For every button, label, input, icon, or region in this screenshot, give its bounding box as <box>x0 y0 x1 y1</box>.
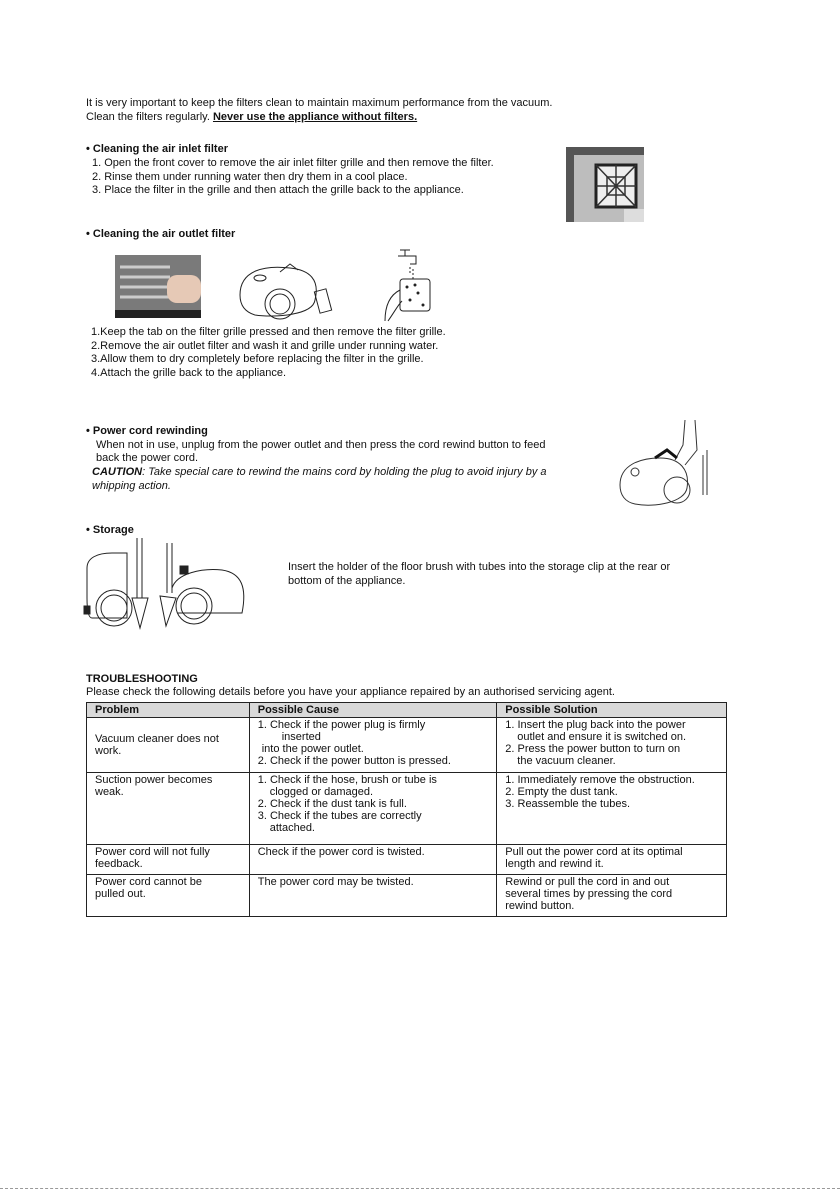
cell-line: into the power outlet. <box>261 743 364 755</box>
outlet-step: 3.Allow them to dry completely before replacing the filter in the grille. <box>91 353 424 365</box>
cell-line: Vacuum cleaner does not <box>95 733 219 745</box>
cause-cell <box>249 718 497 773</box>
cell-line: 3. Check if the tubes are correctly <box>257 810 422 822</box>
solution-cell <box>497 845 727 875</box>
storage-text-2: bottom of the appliance. <box>288 575 406 587</box>
cell-line: 1. Immediately remove the obstruction. <box>505 774 695 786</box>
outlet-grille-photo <box>115 255 201 318</box>
table-row <box>87 875 727 917</box>
cord-text-1: When not in use, unplug from the power outlet and then press the cord rewind button to feed <box>96 439 546 451</box>
cause-cell <box>249 845 497 875</box>
problem-cell <box>87 718 250 773</box>
cell-line: feedback. <box>95 858 143 870</box>
header-problem: Problem <box>87 703 250 718</box>
cell-line: attached. <box>269 822 315 834</box>
warning-text: Never use the appliance without filters. <box>212 111 418 123</box>
rinsing-filter-drawing <box>380 245 435 323</box>
inlet-step: 3. Place the filter in the grille and then attach the grille back to the appliance. <box>92 184 464 196</box>
page-bottom-divider <box>0 1188 840 1189</box>
cell-line: 1. Check if the power plug is firmly <box>257 719 426 731</box>
cell-line: The power cord may be twisted. <box>257 876 414 888</box>
cell-line: 2. Press the power button to turn on <box>505 743 681 755</box>
cell-line: 3. Reassemble the tubes. <box>505 798 631 810</box>
outlet-heading: • Cleaning the air outlet filter <box>86 228 236 240</box>
intro-text: Clean the filters regularly. <box>86 111 213 123</box>
storage-heading: • Storage <box>86 524 134 536</box>
cell-line: 1. Check if the hose, brush or tube is <box>257 774 437 786</box>
table-row <box>87 718 727 773</box>
table-row <box>87 773 727 845</box>
storage-text-1: Insert the holder of the floor brush with tubes into the storage clip at the rear or <box>288 561 671 573</box>
troubleshooting-intro: Please check the following details before you have your appliance repaired by an authorised servicing agent. <box>86 686 615 698</box>
caution-line-1 <box>92 466 547 480</box>
problem-cell <box>87 773 250 845</box>
troubleshooting-title: TROUBLESHOOTING <box>86 673 198 685</box>
cell-line: inserted <box>281 731 321 743</box>
cord-text-2: back the power cord. <box>96 452 199 464</box>
cell-line: Pull out the power cord at its optimal <box>505 846 683 858</box>
troubleshooting-table <box>86 702 727 917</box>
cell-line: 1. Insert the plug back into the power <box>505 719 686 731</box>
solution-cell <box>497 718 727 773</box>
solution-cell <box>497 773 727 845</box>
outlet-step: 1.Keep the tab on the filter grille pressed and then remove the filter grille. <box>91 326 446 338</box>
caution-text: : Take special care to rewind the mains cord by holding the plug to avoid injury by a <box>142 466 547 478</box>
outlet-step: 2.Remove the air outlet filter and wash it and grille under running water. <box>91 339 439 352</box>
vacuum-outlet-drawing <box>235 260 335 322</box>
cell-line: Check if the power cord is twisted. <box>257 846 425 858</box>
header-cause: Possible Cause <box>249 703 497 718</box>
cell-line: 2. Check if the power button is pressed. <box>257 755 451 767</box>
cell-line: Power cord cannot be <box>95 876 203 888</box>
cell-line: Rewind or pull the cord in and out <box>505 876 670 888</box>
inlet-filter-photo <box>566 147 644 222</box>
cell-line: Power cord will not fully <box>95 846 210 858</box>
cell-line: length and rewind it. <box>505 858 604 870</box>
cell-line: weak. <box>95 786 124 798</box>
inlet-heading: • Cleaning the air inlet filter <box>86 143 228 155</box>
intro-line-2 <box>86 111 417 125</box>
cell-line: 2. Empty the dust tank. <box>505 786 618 798</box>
cell-line: work. <box>95 745 122 757</box>
cell-line: several times by pressing the cord <box>505 888 673 900</box>
outlet-step: 4.Attach the grille back to the appliance. <box>91 366 287 379</box>
cell-line: the vacuum cleaner. <box>517 755 616 767</box>
problem-cell <box>87 845 250 875</box>
cord-heading: • Power cord rewinding <box>86 425 208 437</box>
cell-line: clogged or damaged. <box>269 786 374 798</box>
cell-line: outlet and ensure it is switched on. <box>517 731 687 743</box>
cell-line: 2. Check if the dust tank is full. <box>257 798 407 810</box>
table-header-row <box>87 703 727 718</box>
inlet-step: 2. Rinse them under running water then dry them in a cool place. <box>92 170 408 183</box>
cause-cell <box>249 875 497 917</box>
table-row <box>87 845 727 875</box>
cord-rewind-drawing <box>615 420 713 512</box>
caution-label: CAUTION <box>92 466 143 478</box>
outlet-steps <box>91 326 446 380</box>
cell-line: pulled out. <box>95 888 146 900</box>
problem-cell <box>87 875 250 917</box>
inlet-steps <box>92 157 494 198</box>
cell-line: Suction power becomes <box>95 774 213 786</box>
header-solution: Possible Solution <box>497 703 727 718</box>
cell-line: rewind button. <box>505 900 575 912</box>
inlet-step: 1. Open the front cover to remove the air inlet filter grille and then remove the filter. <box>92 157 494 169</box>
cause-cell <box>249 773 497 845</box>
intro-line-1: It is very important to keep the filters clean to maintain maximum performance from the vacuum. <box>86 97 553 109</box>
solution-cell <box>497 875 727 917</box>
caution-line-2: whipping action. <box>92 480 171 492</box>
storage-drawing <box>82 538 252 630</box>
